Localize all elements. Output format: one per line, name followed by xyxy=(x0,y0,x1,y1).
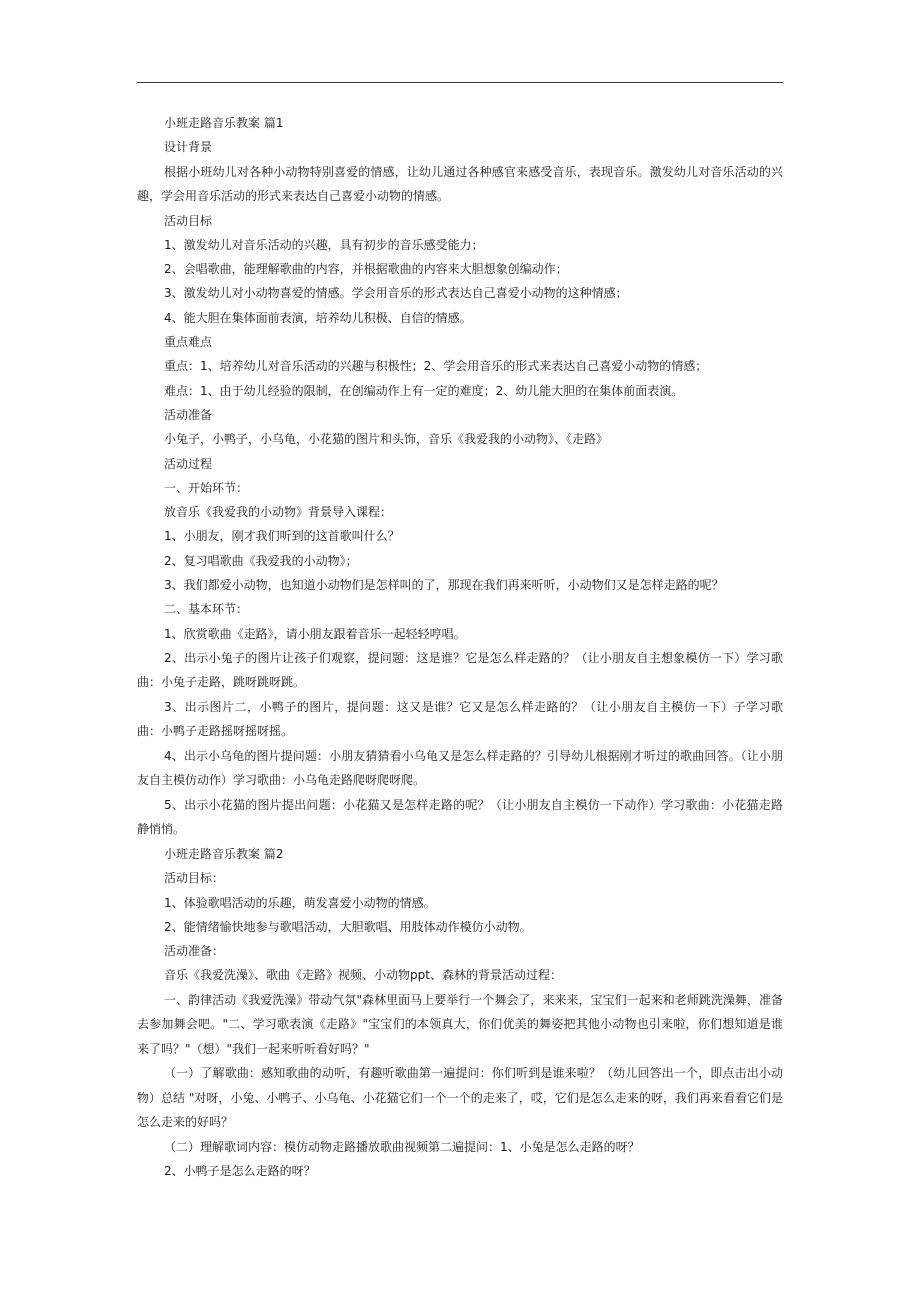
goal-item-3: 3、激发幼儿对小动物喜爱的情感。学会用音乐的形式表达自己喜爱小动物的这种情感； xyxy=(164,286,628,301)
process-paragraph-1: 一、韵律活动《我爱洗澡》带动气氛"森林里面马上要举行一个舞会了，来来来，宝宝们一起来和老师跳洗澡舞，准备去参加舞会吧。"二、学习歌表演《走路》"宝宝们的本领真大，你们优美的舞姿把其他小动物也引来啦，你们想知道是谁来了吗？"（想）"我们一起来听听看好吗？" xyxy=(137,992,783,1056)
heading-key-points: 重点难点 xyxy=(164,335,213,350)
header-rule xyxy=(137,82,783,83)
goal2-item-1: 1、体验歌唱活动的乐趣，萌发喜爱小动物的情感。 xyxy=(164,895,436,910)
process-paragraph-2: （一）了解歌曲：感知歌曲的动听，有趣听歌曲第一遍提问：你们听到是谁来啦？（幼儿回答出一个，即点击出小动物）总结 "对呀，小兔、小鸭子、小乌龟、小花猫它们一个一个的走来了，哎，它们是怎么走来的呀，我们再来看看它们是怎么走来的好吗？ xyxy=(137,1066,783,1130)
heading-activity-goals-2: 活动目标： xyxy=(164,871,225,886)
basic-item-4: 4、出示小乌龟的图片提问题：小朋友猜猜看小乌龟又是怎么样走路的？引导幼儿根据刚才听过的歌曲回答。（让小朋友自主模仿动作）学习歌曲：小乌龟走路爬呀爬呀爬。 xyxy=(137,748,783,788)
start-item-1: 1、小朋友，刚才我们听到的这首歌叫什么？ xyxy=(164,529,400,544)
step-heading-basic: 二、基本环节： xyxy=(164,602,249,617)
document-body xyxy=(137,111,783,1183)
step-heading-start: 一、开始环节： xyxy=(164,480,249,495)
difficulty-point: 难点：1、由于幼儿经验的限制，在创编动作上有一定的难度；2、幼儿能大胆的在集体前面表演。 xyxy=(164,383,684,398)
heading-design-background: 设计背景 xyxy=(164,140,213,155)
goal2-item-2: 2、能情绪愉快地参与歌唱活动，大胆歌唱、用肢体动作模仿小动物。 xyxy=(164,919,532,934)
basic-item-3: 3、出示图片二，小鸭子的图片，提问题：这又是谁？它又是怎么样走路的？（让小朋友自主模仿一下）子学习歌曲：小鸭子走路摇呀摇呀摇。 xyxy=(137,699,783,739)
basic-item-1: 1、欣赏歌曲《走路》，请小朋友跟着音乐一起轻轻哼唱。 xyxy=(164,626,466,641)
section-title-1: 小班走路音乐教案 篇1 xyxy=(164,116,284,130)
basic-item-5: 5、出示小花猫的图片提出问题：小花猫又是怎样走路的呢？（让小朋友自主模仿一下动作）学习歌曲：小花猫走路静悄悄。 xyxy=(137,797,783,837)
heading-activity-goals: 活动目标 xyxy=(164,213,213,228)
goal-item-1: 1、激发幼儿对音乐活动的兴趣，具有初步的音乐感受能力； xyxy=(164,237,484,252)
basic-item-2: 2、出示小兔子的图片让孩子们观察，提问题：这是谁？它是怎么样走路的？（让小朋友自主想象模仿一下）学习歌曲：小兔子走路，跳呀跳呀跳。 xyxy=(137,650,783,690)
heading-preparation: 活动准备 xyxy=(164,407,213,422)
paragraph-background: 根据小班幼儿对各种小动物特别喜爱的情感，让幼儿通过各种感官来感受音乐，表现音乐。激发幼儿对音乐活动的兴趣，学会用音乐活动的形式来表达自己喜爱小动物的情感。 xyxy=(137,164,783,204)
start-item-2: 2、复习唱歌曲《我爱我的小动物》； xyxy=(164,553,358,568)
key-point: 重点：1、培养幼儿对音乐活动的兴趣与积极性；2、学会用音乐的形式来表达自己喜爱小动物的情感； xyxy=(164,359,708,374)
goal-item-4: 4、能大胆在集体面前表演，培养幼儿积极、自信的情感。 xyxy=(164,310,472,325)
process-paragraph-3: （二）理解歌词内容：模仿动物走路播放歌曲视频第二遍提问：1、小兔是怎么走路的呀？ xyxy=(164,1139,640,1154)
preparation-text: 小兔子，小鸭子，小乌龟，小花猫的图片和头饰，音乐《我爱我的小动物》、《走路》 xyxy=(164,432,609,447)
goal-item-2: 2、会唱歌曲，能理解歌曲的内容，并根据歌曲的内容来大胆想象创编动作； xyxy=(164,262,568,277)
start-item-3: 3、我们都爱小动物，也知道小动物们是怎样叫的了，那现在我们再来听听，小动物们又是怎样走路的呢？ xyxy=(164,578,724,593)
preparation-text-2: 音乐《我爱洗澡》、歌曲《走路》视频、小动物ppt、森林的背景活动过程： xyxy=(164,968,562,983)
process-question-2: 2、小鸭子是怎么走路的呀？ xyxy=(164,1164,316,1179)
step-intro: 放音乐《我爱我的小动物》背景导入课程： xyxy=(164,505,393,520)
section-title-2: 小班走路音乐教案 篇2 xyxy=(164,846,284,861)
heading-process: 活动过程 xyxy=(164,456,213,471)
heading-preparation-2: 活动准备： xyxy=(164,944,225,959)
